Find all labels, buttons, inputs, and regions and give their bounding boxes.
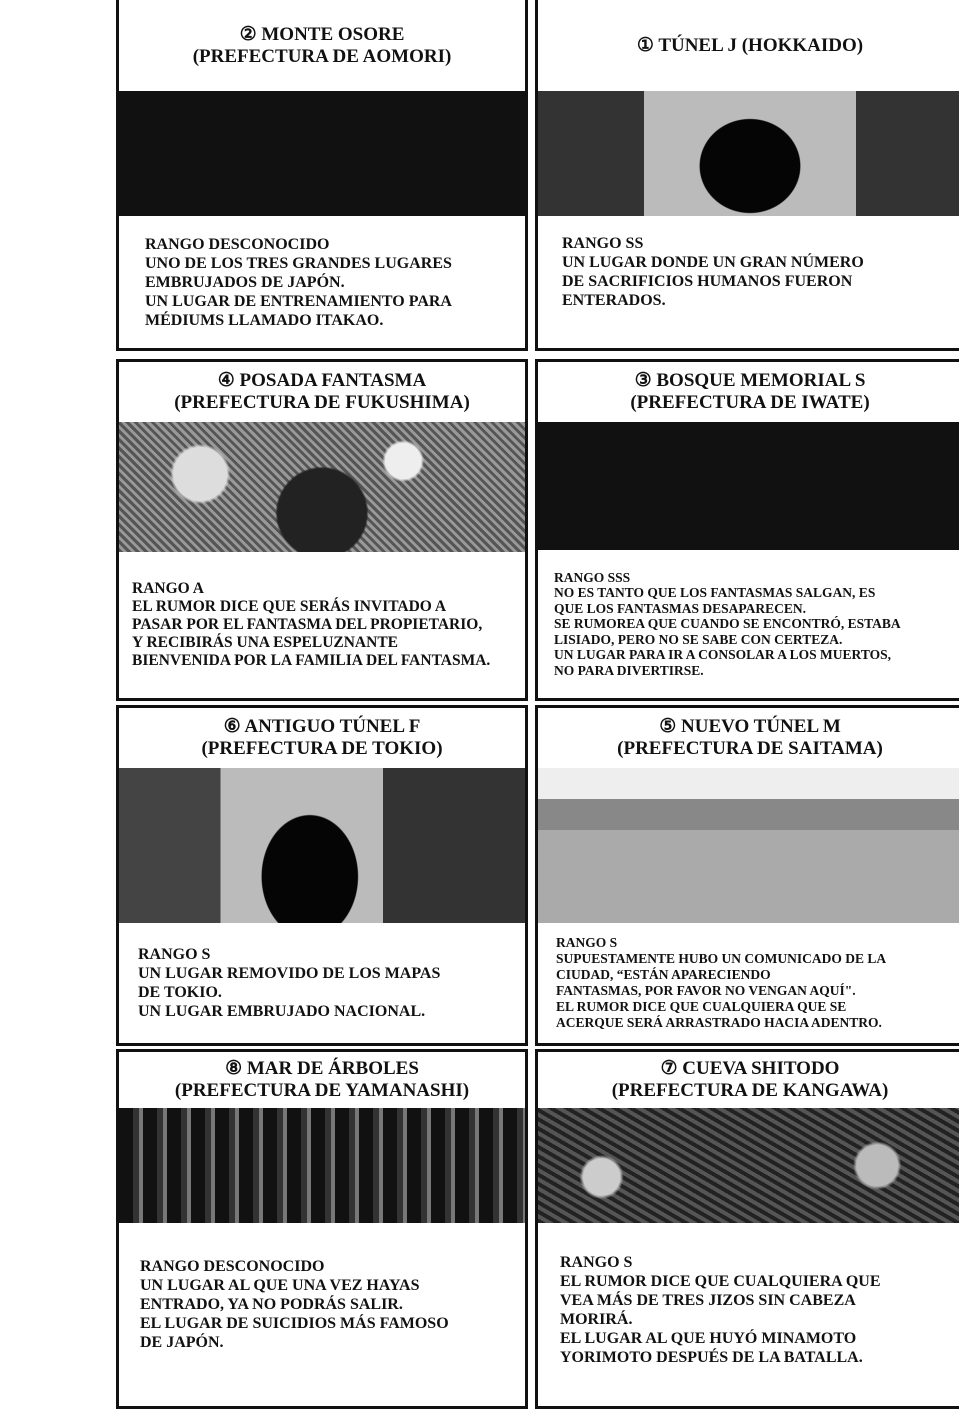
rank-label: RANGO SSS [554,569,631,585]
panel-posada-fantasma [116,359,528,701]
description-line: SUPUESTAMENTE HUBO UN COMUNICADO DE LA [556,951,887,966]
panel-title [538,0,959,91]
description-line: EL LUGAR DE SUICIDIOS MÁS FAMOSO [140,1315,449,1332]
rank-label: RANGO S [556,935,618,950]
description-line: LISIADO, PERO NO SE SABE CON CERTEZA. [554,631,843,647]
panel-cueva-shitodo [535,1049,959,1409]
panel-title [538,708,959,768]
title-line: ② MONTE OSORE [239,23,405,45]
description-line: UN LUGAR DONDE UN GRAN NÚMERO [562,254,864,271]
title-line: (PREFECTURA DE FUKUSHIMA) [174,392,470,413]
rank-label: RANGO DESCONOCIDO [140,1258,325,1275]
panel-description [538,923,959,1043]
description-line: UNO DE LOS TRES GRANDES LUGARES [145,254,452,272]
title-line: ⑤ NUEVO TÚNEL M [659,716,841,737]
rank-label: RANGO S [138,946,211,963]
panel-description [538,550,959,698]
description-line: ENTRADO, YA NO PODRÁS SALIR. [140,1296,403,1313]
panel-title [119,708,525,768]
description-line: DE SACRIFICIOS HUMANOS FUERON [562,273,853,290]
description-line: UN LUGAR REMOVIDO DE LOS MAPAS [138,965,441,982]
panel-title [119,362,525,422]
panel-illustration [119,91,525,216]
title-line: (PREFECTURA DE KANGAWA) [611,1080,889,1101]
panel-illustration [538,768,959,923]
panel-description [119,1223,525,1406]
title-line: ④ POSADA FANTASMA [217,370,427,391]
description-line: EL RUMOR DICE QUE CUALQUIERA QUE SE [556,999,847,1014]
description-line: EL RUMOR DICE QUE SERÁS INVITADO A [132,598,447,615]
description-line: CIUDAD, “ESTÁN APARECIENDO [556,967,771,982]
panel-description [119,923,525,1043]
description-line: UN LUGAR DE ENTRENAMIENTO PARA [145,292,452,310]
panel-nuevo-tunel-m [535,705,959,1046]
description-line: DE JAPÓN. [140,1334,224,1351]
panel-title [119,0,525,91]
panel-illustration [119,1108,525,1223]
panel-monte-osore [116,0,528,351]
description-line: UN LUGAR EMBRUJADO NACIONAL. [138,1003,426,1020]
rank-label: RANGO S [560,1253,633,1271]
description-line: NO PARA DIVERTIRSE. [554,662,704,678]
description-line: MORIRÁ. [560,1310,633,1328]
description-line: FANTASMAS, POR FAVOR NO VENGAN AQUÍ". [556,983,856,998]
panel-illustration [538,91,959,216]
title-line: (PREFECTURA DE SAITAMA) [617,738,883,759]
rank-label: RANGO SS [562,235,644,252]
rank-label: RANGO A [132,580,204,597]
title-line: (PREFECTURA DE TOKIO) [201,738,443,759]
panel-antiguo-tunel-f [116,705,528,1046]
panel-tunel-j [535,0,959,351]
title-line: ⑦ CUEVA SHITODO [660,1058,840,1079]
description-line: VEA MÁS DE TRES JIZOS SIN CABEZA [560,1291,856,1309]
description-line: Y RECIBIRÁS UNA ESPELUZNANTE [132,634,398,651]
panel-title [538,1052,959,1108]
rank-label: RANGO DESCONOCIDO [145,235,330,253]
description-line: UN LUGAR PARA IR A CONSOLAR A LOS MUERTOS, [554,647,891,663]
description-line: DE TOKIO. [138,984,222,1001]
title-line: (PREFECTURA DE IWATE) [630,392,870,413]
title-line: ③ BOSQUE MEMORIAL S [634,370,866,391]
description-line: PASAR POR EL FANTASMA DEL PROPIETARIO, [132,616,483,633]
description-line: SE RUMOREA QUE CUANDO SE ENCONTRÓ, ESTABA [554,616,901,632]
panel-description [538,216,959,348]
panel-illustration [119,422,525,552]
panel-bosque-memorial [535,359,959,701]
description-line: ACERQUE SERÁ ARRASTRADO HACIA ADENTRO. [556,1015,882,1030]
description-line: EMBRUJADOS DE JAPÓN. [145,273,345,291]
description-line: YORIMOTO DESPUÉS DE LA BATALLA. [560,1348,863,1366]
description-line: NO ES TANTO QUE LOS FANTASMAS SALGAN, ES [554,585,876,601]
panel-title [538,362,959,422]
panel-description [119,552,525,698]
description-line: UN LUGAR AL QUE UNA VEZ HAYAS [140,1277,420,1294]
description-line: ENTERADOS. [562,292,666,309]
title-line: (PREFECTURA DE YAMANASHI) [174,1080,470,1101]
title-line: ⑥ ANTIGUO TÚNEL F [223,716,421,737]
panel-title [119,1052,525,1108]
description-line: EL RUMOR DICE QUE CUALQUIERA QUE [560,1272,881,1290]
panel-illustration [538,1108,959,1223]
panel-mar-de-arboles [116,1049,528,1409]
description-line: BIENVENIDA POR LA FAMILIA DEL FANTASMA. [132,652,491,669]
panel-description [538,1223,959,1406]
panel-illustration [538,422,959,550]
title-line: (PREFECTURA DE AOMORI) [192,45,452,67]
panel-illustration [119,768,525,923]
description-line: EL LUGAR AL QUE HUYÓ MINAMOTO [560,1329,857,1347]
description-line: QUE LOS FANTASMAS DESAPARECEN. [554,600,807,616]
panel-description [119,216,525,348]
title-line: ⑧ MAR DE ÁRBOLES [225,1058,419,1079]
description-line: MÉDIUMS LLAMADO ITAKAO. [145,311,384,329]
title-line: ① TÚNEL J (HOKKAIDO) [636,34,864,56]
